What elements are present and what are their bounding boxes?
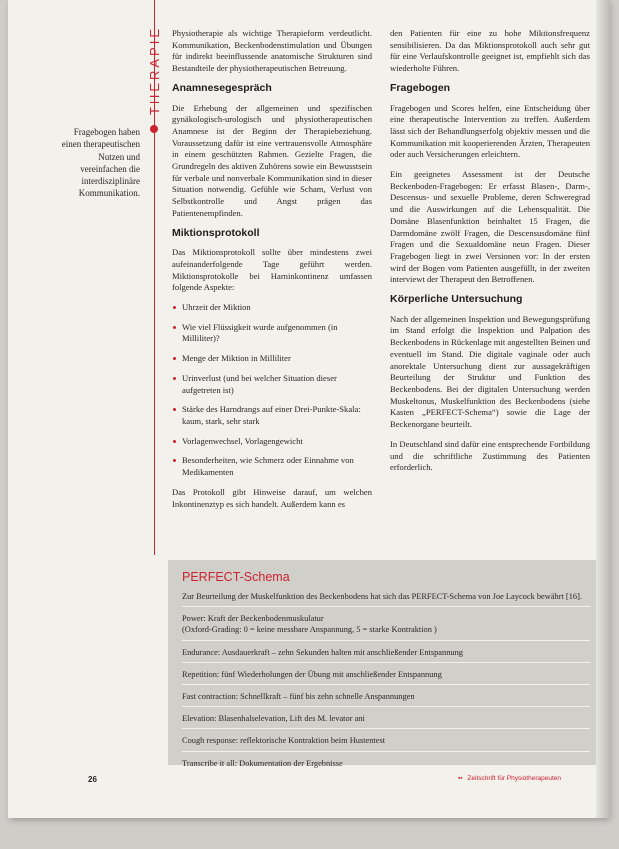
side-note: Fragebogen haben einen therapeutischen Nutzen und vereinfachen die interdisziplinäre Kommunikation. — [61, 127, 140, 199]
left-column — [172, 28, 372, 518]
magazine-page — [8, 0, 608, 818]
box-item-subtext: (Oxford-Grading: 0 = keine messbare Anspannung, 5 = starke Kontraktion ) — [182, 625, 437, 635]
right-column — [390, 28, 590, 482]
red-dot-marker — [150, 125, 158, 133]
bullet-item: Stärke des Harndrangs auf einer Drei-Punkte-Skala: kaum, stark, sehr stark — [172, 404, 372, 427]
anamnese-heading: Anamnesegespräch — [172, 81, 272, 94]
bullet-item: Besonderheiten, wie Schmerz oder Einnahme von Medikamenten — [172, 455, 372, 478]
box-item-text: Transcribe it all: Dokumentation der Ergebnisse — [182, 758, 343, 768]
box-item-text: Elevation: Blasenhalselevation, Lift des M. levator ani — [182, 714, 365, 724]
box-item — [182, 645, 590, 663]
footer-journal — [458, 775, 598, 782]
box-item-text: Endurance: Ausdauerkraft – zehn Sekunden halten mit anschließender Entspannung — [182, 647, 463, 657]
box-item-text: Cough response: reflektorische Kontraktion beim Hustentest — [182, 736, 386, 746]
box-intro: Zur Beurteilung der Muskelfunktion des Beckenbodens hat sich das PERFECT-Schema von Joe Laycock bewährt [16]. — [182, 592, 582, 601]
fragebogen-paragraph-2: Ein geeignetes Assessment ist der Deutsche Beckenboden-Fragebogen: Er erfasst Blasen-, Darm-, Descensus- und sexuelle Probleme, deren Schweregrad und die Auswirkungen auf die Lebensqualität. Die Domäne Blasenfunktion beinhaltet 15 Fragen, die Darmdomäne zwölf Fragen, die Descensusdomäne fünf Fragen und die Sexualdomäne neun Fragen. Dieser Fragebogen liegt in zwei Versionen vor: In der ersten wird der Bogen vom Patienten ausgefüllt, in der zweiten interviewt der Therapeut den Betroffenen. — [390, 169, 590, 285]
miktion-heading: Miktionsprotokoll — [172, 226, 260, 239]
anamnese-paragraph: Die Erhebung der allgemeinen und spezifischen gynäkologisch-urologisch und physiotherapeutischen Anamnese ist der Beginn der Therapiebeziehung. Voraussetzung dafür ist eine vertrauensvolle Atmosphäre in einem geschützten Rahmen. Gezielte Fragen, die Grundregeln des aktiven Zuhörens sowie ein Bewusstsein für verbale und nonverbale Kommunikation sind in dieser Situation notwendig. Gefühle wie Scham, Verlust von Selbstkontrolle und Angst prägen das Patientenempfinden. — [172, 102, 372, 218]
koerper-paragraph-1: Nach der allgemeinen Inspektion und Bewegungsprüfung im Stand erfolgt die Inspektion und Palpation des Beckenbodens in Rückenlage mit angestellten Beinen und eventuell im Stand. Die digitale vaginale oder auch anorektale Untersuchung dient zur aussagekräftigen Beurteilung der Struktur und Funktion des Beckenbodens. Bei der digitalen Untersuchung werden Muskeltonus, Muskelfunktion des Beckenbodens (siehe Kasten „PERFECT-Schema“) sowie die Lage der Beckenorgane beurteilt. — [390, 313, 590, 430]
box-item — [182, 611, 590, 640]
perfect-schema-box — [168, 560, 604, 768]
left-closing-paragraph: Das Protokoll gibt Hinweise darauf, um welchen Inkontinenztyp es sich handelt. Außerdem kann es — [172, 486, 372, 509]
bullet-item: Uhrzeit der Miktion — [172, 302, 372, 314]
box-item — [182, 733, 590, 751]
section-tag-label: THERAPIE — [146, 25, 162, 115]
bullet-item: Vorlagenwechsel, Vorlagengewicht — [172, 436, 372, 448]
miktion-bullet-list — [172, 302, 372, 479]
page-edge-shadow — [596, 0, 610, 818]
left-intro-paragraph: Physiotherapie als wichtige Therapieform verdeutlicht. Kommunikation, Beckenbodenstimulation und Übungen für indirekt beeinflussende anatomische Strukturen sind Bestandteile der physiotherapeutischen Betreuung. — [172, 28, 372, 74]
box-item-text: Power: Kraft der Beckenbodenmuskulatur — [182, 614, 324, 624]
box-item — [182, 667, 590, 685]
miktion-paragraph: Das Miktionsprotokoll sollte über mindestens zwei aufeinanderfolgende Tage geführt werden. Miktionsprotokolle bei Harninkontinenz umfassen folgende Aspekte: — [172, 247, 372, 293]
box-item — [182, 711, 590, 729]
box-item-text: Fast contraction: Schnellkraft – fünf bis zehn schnelle Anspannungen — [182, 692, 415, 702]
box-title: PERFECT-Schema — [182, 570, 290, 584]
box-intro-line — [182, 589, 590, 607]
journal-mark-icon: ▪▪ — [458, 775, 463, 782]
box-item — [182, 756, 590, 773]
box-item — [182, 689, 590, 707]
journal-title: Zeitschrift für Physiotherapeuten — [467, 775, 561, 782]
page-number: 26 — [88, 775, 97, 784]
right-intro-paragraph: den Patienten für eine zu hohe Miktionsfrequenz sensibilisieren. Da das Miktionsprotokoll auch sehr gut für eine Verlaufskontrolle geeignet ist, empfiehlt sich das wiederholte Führen. — [390, 28, 590, 74]
fragebogen-heading: Fragebogen — [390, 81, 451, 94]
bullet-item: Urinverlust (und bei welcher Situation dieser aufgetreten ist) — [172, 373, 372, 396]
box-item-text: Repetition: fünf Wiederholungen der Übung mit anschließender Entspannung — [182, 669, 442, 679]
fragebogen-paragraph-1: Fragebogen und Scores helfen, eine Entscheidung über eine therapeutische Intervention zu treffen. Außerdem lässt sich der Behandlungserfolg objektiv messen und die Kommunikation mit kooperierenden Ärzten, Therapeuten oder auch Versicherungen erleichtern. — [390, 102, 590, 160]
bullet-item: Menge der Miktion in Milliliter — [172, 353, 372, 365]
koerper-heading: Körperliche Untersuchung — [390, 293, 523, 306]
koerper-paragraph-2: In Deutschland sind dafür eine entsprechende Fortbildung und die schriftliche Zustimmung des Patienten erforderlich. — [390, 438, 590, 473]
bullet-item: Wie viel Flüssigkeit wurde aufgenommen (in Milliliter)? — [172, 322, 372, 345]
